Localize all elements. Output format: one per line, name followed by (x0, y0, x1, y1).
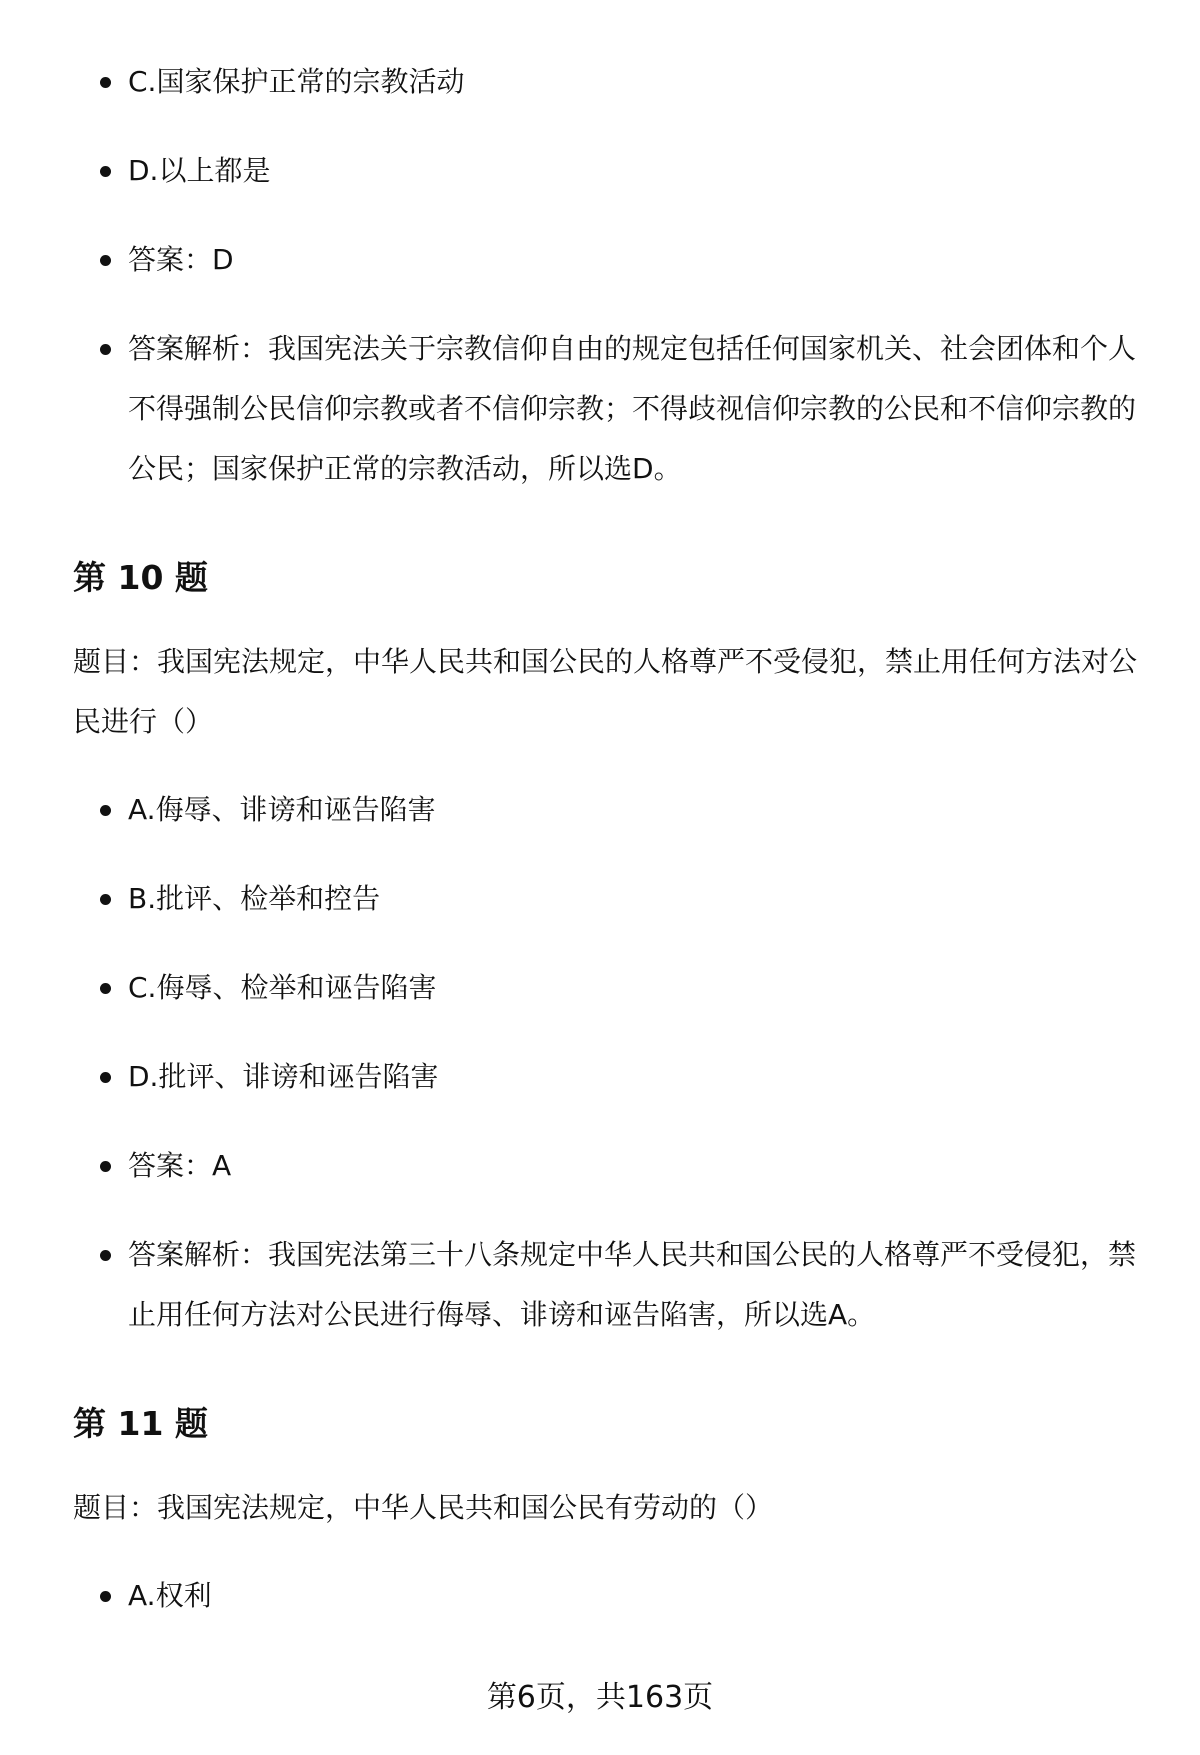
q10-option-d: D.批评、诽谤和诬告陷害 (73, 1047, 1153, 1107)
q10-items (73, 780, 1153, 1345)
q9-option-d: D.以上都是 (73, 141, 1153, 201)
q10-option-c: C.侮辱、检举和诬告陷害 (73, 958, 1153, 1018)
q11-stem: 题目：我国宪法规定，中华人民共和国公民有劳动的（） (73, 1491, 774, 1524)
q11-title: 第 11 题 (73, 1404, 208, 1443)
q10-title: 第 10 题 (73, 558, 208, 597)
q9-analysis: 答案解析：我国宪法关于宗教信仰自由的规定包括任何国家机关、社会团体和个人不得强制公民信仰宗教或者不信仰宗教；不得歧视信仰宗教的公民和不信仰宗教的公民；国家保护正常的宗教活动，所以选D。 (73, 319, 1153, 499)
q9-answer: 答案：D (73, 230, 1153, 290)
document-page (73, 52, 1153, 1655)
page-footer: 第6页，共163页 (486, 1680, 714, 1715)
q9-option-c: C.国家保护正常的宗教活动 (73, 52, 1153, 112)
q10-option-a: A.侮辱、诽谤和诬告陷害 (73, 780, 1153, 840)
q10-answer: 答案：A (73, 1136, 1153, 1196)
q9-items (73, 52, 1153, 499)
q10-option-b: B.批评、检举和控告 (73, 869, 1153, 929)
q10-analysis: 答案解析：我国宪法第三十八条规定中华人民共和国公民的人格尊严不受侵犯，禁止用任何方法对公民进行侮辱、诽谤和诬告陷害，所以选A。 (73, 1225, 1153, 1345)
q11-option-a: A.权利 (73, 1566, 1153, 1626)
q11-items (73, 1566, 1153, 1626)
q10-stem: 题目：我国宪法规定，中华人民共和国公民的人格尊严不受侵犯，禁止用任何方法对公民进行（） (73, 645, 1138, 738)
